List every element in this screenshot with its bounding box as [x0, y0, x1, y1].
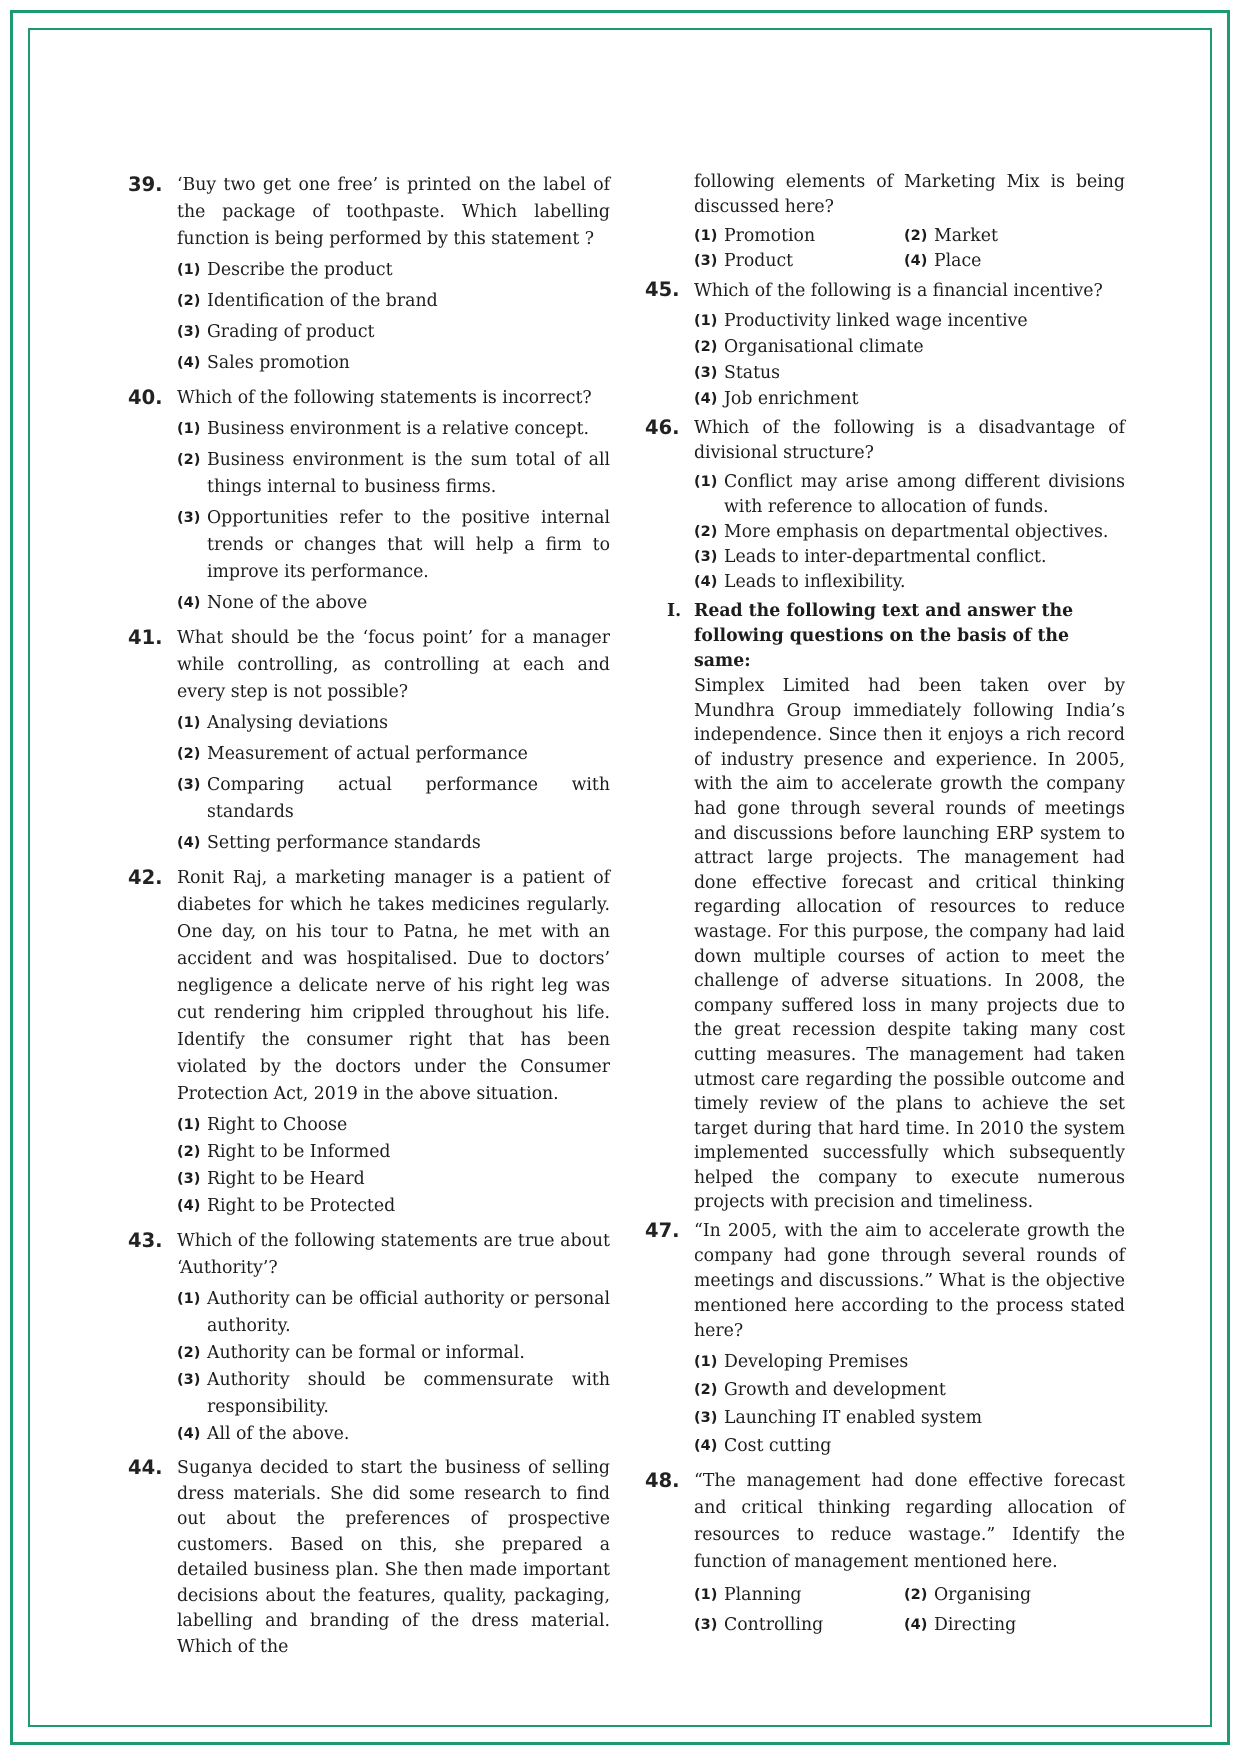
question-41	[128, 625, 610, 857]
question-text: Ronit Raj, a marketing manager is a patient of diabetes for which he takes medicines regularly. One day, on his tour to Patna, he met with an accident and was hospitalised. Due to doctors’ negligence a delicate nerve of his right leg was cut rendering him crippled throughout his life. Identify the consumer right that has been violated by the doctors under the Consumer Protection Act, 2019 in the above situation.	[177, 868, 610, 1104]
option	[177, 319, 610, 346]
option-text: Sales promotion	[207, 353, 350, 373]
option	[694, 470, 1125, 520]
option	[694, 1580, 904, 1610]
option-text: Authority can be official authority or personal authority.	[207, 1289, 610, 1336]
option	[177, 1286, 610, 1340]
option-text: Job enrichment	[724, 389, 859, 409]
right-column	[645, 170, 1125, 1640]
option-label: ( 4 )	[177, 350, 200, 377]
option-text: Setting performance standards	[207, 833, 481, 853]
option-text: Leads to inter-departmental conflict.	[724, 547, 1047, 567]
option-label: ( 3 )	[177, 1166, 200, 1193]
question-42	[128, 865, 610, 1220]
option	[177, 1112, 610, 1139]
option-text: Organisational climate	[724, 337, 924, 357]
option	[177, 505, 610, 586]
option	[177, 416, 610, 443]
option	[904, 1580, 1125, 1610]
option-label: ( 2 )	[177, 1340, 200, 1367]
question-number: 42.	[128, 866, 163, 889]
option	[694, 570, 1125, 595]
options-list	[177, 257, 610, 377]
option-text: Productivity linked wage incentive	[724, 311, 1028, 331]
question-number: 48.	[645, 1469, 680, 1493]
option-label: ( 1 )	[177, 1112, 200, 1139]
option-text: Leads to inflexibility.	[724, 572, 906, 592]
option-text: Right to be Protected	[207, 1196, 396, 1216]
option-text: Directing	[934, 1615, 1017, 1636]
option-label: ( 3 )	[177, 1367, 200, 1394]
option-text: Cost cutting	[724, 1436, 832, 1457]
option-text: Authority can be formal or informal.	[207, 1343, 525, 1363]
question-text: Suganya decided to start the business of selling dress materials. She did some research to find out about the preferences of prospective customers. Based on this, she prepared a detailed business plan. She then made important decisions about the features, quality, packaging, labelling and branding of the dress material. Which of the	[177, 1458, 610, 1657]
option-text: Planning	[724, 1585, 802, 1606]
options-list	[177, 710, 610, 857]
option-label: ( 2 )	[694, 1376, 717, 1404]
option-label: ( 3 )	[694, 249, 717, 274]
option-text: Right to Choose	[207, 1115, 348, 1135]
question-45	[645, 278, 1125, 412]
option-text: Product	[724, 251, 794, 271]
option	[694, 249, 904, 274]
option-label: ( 1 )	[694, 1348, 717, 1376]
option-label: ( 3 )	[694, 1404, 717, 1432]
option	[177, 1139, 610, 1166]
option	[694, 308, 1125, 334]
option-text: Comparing actual performance with standards	[207, 775, 610, 822]
options-list	[694, 224, 1125, 274]
option-text: Analysing deviations	[207, 713, 389, 733]
option	[177, 1340, 610, 1367]
option	[177, 257, 610, 284]
option	[694, 1610, 904, 1640]
question-number: 44.	[128, 1456, 163, 1479]
question-text: Which of the following statements are true about ‘Authority’?	[177, 1231, 610, 1278]
option	[177, 447, 610, 501]
left-column	[128, 172, 610, 1660]
option-label: ( 4 )	[177, 830, 200, 857]
option	[694, 520, 1125, 545]
option-label: ( 2 )	[177, 1139, 200, 1166]
question-number: 46.	[645, 416, 680, 439]
question-40	[128, 385, 610, 617]
option-text: Promotion	[724, 226, 816, 246]
question-number: 41.	[128, 626, 163, 649]
option-label: ( 4 )	[904, 1610, 927, 1640]
option	[694, 224, 904, 249]
option-label: ( 4 )	[177, 1193, 200, 1220]
option-text: Measurement of actual performance	[207, 744, 528, 764]
question-text: Which of the following is a financial incentive?	[694, 281, 1103, 301]
option-label: ( 3 )	[694, 545, 717, 570]
option-label: ( 4 )	[694, 570, 717, 595]
option-label: ( 2 )	[694, 334, 717, 360]
question-39	[128, 172, 610, 377]
option	[177, 710, 610, 737]
option-label: ( 2 )	[904, 224, 927, 249]
option-label: ( 3 )	[694, 1610, 717, 1640]
option	[177, 1421, 610, 1448]
option-text: Business environment is a relative concept.	[207, 419, 590, 439]
option	[694, 386, 1125, 412]
question-44-continued	[645, 170, 1125, 274]
question-text: “In 2005, with the aim to accelerate growth the company had gone through several rounds of meetings and discussions.” What is the objective mentioned here according to the process stated here?	[694, 1221, 1125, 1342]
question-47	[645, 1219, 1125, 1460]
option-text: Describe the product	[207, 260, 393, 280]
option	[694, 1432, 1125, 1460]
option	[177, 350, 610, 377]
question-text: Which of the following is a disadvantage of divisional structure?	[694, 418, 1125, 463]
options-list	[694, 1580, 1125, 1640]
option	[694, 1348, 1125, 1376]
option-text: Status	[724, 363, 781, 383]
question-text: ‘Buy two get one free’ is printed on the label of the package of toothpaste. Which labelling function is being performed by this statement ?	[177, 175, 610, 249]
option-text: Business environment is the sum total of all things internal to business firms.	[207, 450, 610, 497]
option	[177, 1193, 610, 1220]
options-list	[694, 1348, 1125, 1460]
option-text: Market	[934, 226, 998, 246]
passage-heading	[645, 599, 1125, 674]
question-number: 43.	[128, 1229, 163, 1252]
option-label: ( 4 )	[904, 249, 927, 274]
question-48	[645, 1468, 1125, 1640]
option	[177, 1367, 610, 1421]
option	[904, 1610, 1125, 1640]
option	[177, 288, 610, 315]
option	[694, 545, 1125, 570]
option-text: Place	[934, 251, 982, 271]
passage-numeral: I.	[667, 601, 682, 621]
option-label: ( 2 )	[177, 447, 200, 474]
question-number: 45.	[645, 278, 680, 301]
option-text: Identification of the brand	[207, 291, 438, 311]
option-label: ( 1 )	[694, 1580, 717, 1610]
option	[904, 224, 1125, 249]
passage-text: Simplex Limited had been taken over by Mundhra Group immediately following India’s independence. Since then it enjoys a rich record of industry presence and experience. In 2005, with the aim to accelerate growth the company had gone through several rounds of meetings and discussions before launching ERP system to attract large projects. The management had done effective forecast and critical thinking regarding allocation of resources to reduce wastage. For this purpose, the company had laid down multiple courses of action to meet the challenge of adverse situations. In 2008, the company suffered loss in many projects due to the great recession despite taking many cost cutting measures. The management had taken utmost care regarding the possible outcome and timely review of the plans to achieve the set target during that hard time. In 2010 the system implemented successfully which subsequently helped the company to execute numerous projects with precision and timeliness.	[694, 676, 1125, 1213]
option	[694, 1404, 1125, 1432]
options-list	[694, 470, 1125, 595]
question-number: 40.	[128, 386, 163, 409]
question-44	[128, 1456, 610, 1660]
question-number: 47.	[645, 1219, 680, 1243]
options-list	[177, 1286, 610, 1448]
option-text: Controlling	[724, 1615, 824, 1636]
question-43	[128, 1228, 610, 1448]
options-list	[177, 1112, 610, 1220]
option-label: ( 2 )	[177, 741, 200, 768]
option-text: Growth and development	[724, 1380, 946, 1401]
option	[694, 334, 1125, 360]
option-text: Launching IT enabled system	[724, 1408, 982, 1429]
option-label: ( 3 )	[177, 505, 200, 532]
option-label: ( 4 )	[694, 1432, 717, 1460]
option-label: ( 3 )	[694, 360, 717, 386]
option	[177, 741, 610, 768]
option-label: ( 3 )	[177, 319, 200, 346]
option-label: ( 2 )	[694, 520, 717, 545]
option-text: Right to be Heard	[207, 1169, 365, 1189]
option-label: ( 1 )	[177, 710, 200, 737]
option-label: ( 2 )	[177, 288, 200, 315]
option-label: ( 1 )	[694, 470, 717, 495]
option-label: ( 1 )	[694, 308, 717, 334]
option	[177, 830, 610, 857]
question-46	[645, 416, 1125, 595]
option-label: ( 1 )	[177, 416, 200, 443]
option-text: Organising	[934, 1585, 1032, 1606]
option-label: ( 4 )	[177, 1421, 200, 1448]
option	[177, 1166, 610, 1193]
option-text: Authority should be commensurate with responsibility.	[207, 1370, 610, 1417]
option	[694, 1376, 1125, 1404]
option	[177, 590, 610, 617]
option-label: ( 1 )	[177, 1286, 200, 1313]
option-text: Opportunities refer to the positive internal trends or changes that will help a firm to improve its performance.	[207, 508, 610, 582]
option	[694, 360, 1125, 386]
option-label: ( 1 )	[694, 224, 717, 249]
options-list	[694, 308, 1125, 412]
option-text: More emphasis on departmental objectives.	[724, 522, 1109, 542]
option-text: All of the above.	[207, 1424, 350, 1444]
option-label: ( 1 )	[177, 257, 200, 284]
option-text: None of the above	[207, 593, 368, 613]
question-text: following elements of Marketing Mix is being discussed here?	[694, 172, 1125, 217]
option-text: Grading of product	[207, 322, 375, 342]
option-label: ( 3 )	[177, 772, 200, 799]
option-text: Right to be Informed	[207, 1142, 391, 1162]
option-text: Conflict may arise among different divisions with reference to allocation of funds.	[724, 472, 1125, 517]
options-list	[177, 416, 610, 617]
question-text: “The management had done effective forecast and critical thinking regarding allocation of resources to reduce wastage.” Identify the function of management mentioned here.	[694, 1471, 1125, 1573]
option	[177, 772, 610, 826]
option-label: ( 2 )	[904, 1580, 927, 1610]
option-label: ( 4 )	[694, 386, 717, 412]
passage-heading-text: Read the following text and answer the following questions on the basis of the same:	[694, 601, 1074, 671]
option-label: ( 4 )	[177, 590, 200, 617]
question-text: Which of the following statements is incorrect?	[177, 388, 592, 408]
question-number: 39.	[128, 173, 163, 196]
option	[904, 249, 1125, 274]
option-text: Developing Premises	[724, 1352, 909, 1373]
question-text: What should be the ‘focus point’ for a manager while controlling, as controlling at each and every step is not possible?	[177, 628, 610, 702]
